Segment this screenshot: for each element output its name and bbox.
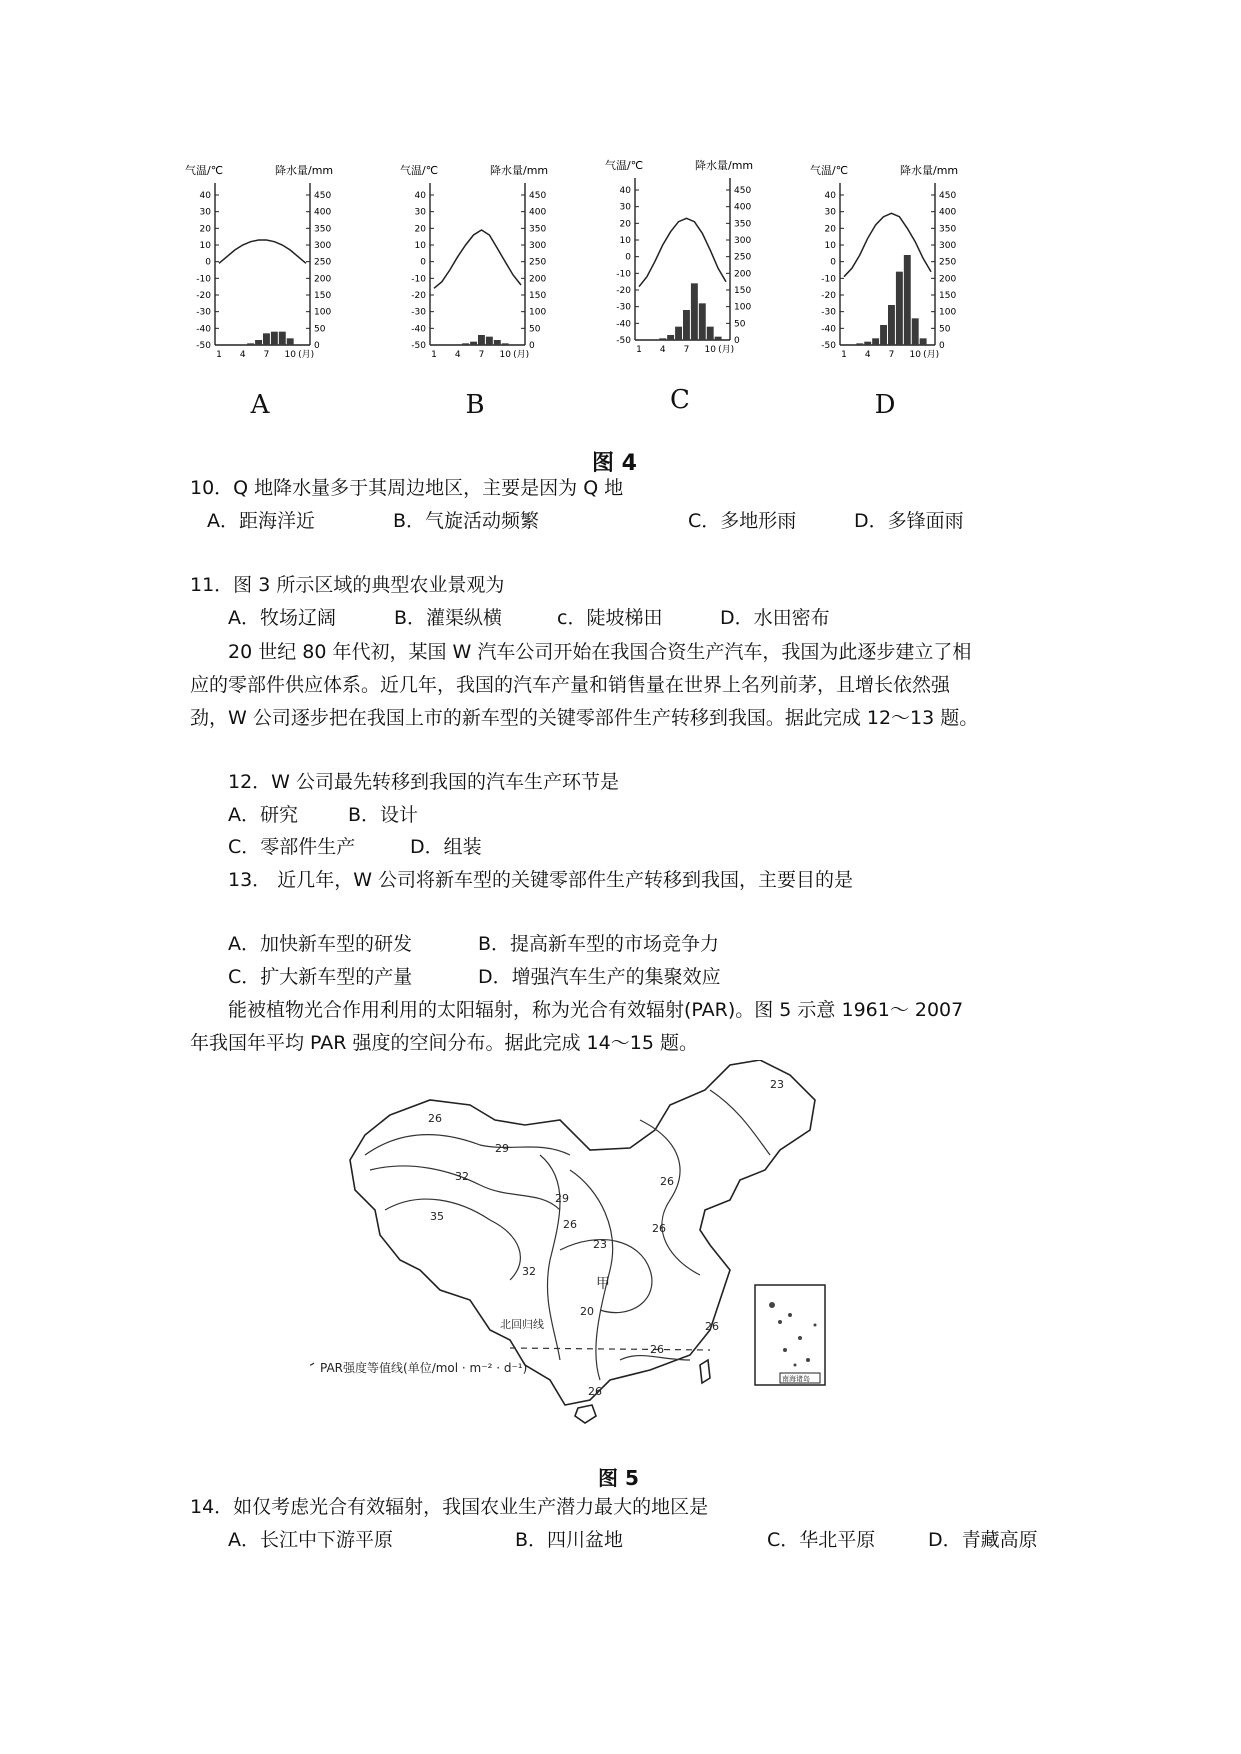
q10-option-d: D．多锋面雨 <box>854 510 964 532</box>
precip-tick-label: 300 <box>314 241 332 251</box>
q13-option-c: C．扩大新车型的产量 <box>228 966 413 988</box>
climate-chart-svg <box>810 160 1025 390</box>
passage1-line1: 20 世纪 80 年代初，某国 W 汽车公司开始在我国合资生产汽车，我国为此逐步建立了相 <box>228 641 972 663</box>
contour-label: 26 <box>652 1222 666 1235</box>
precip-bar <box>494 340 501 345</box>
precip-bar <box>872 338 879 345</box>
contour-line <box>385 1199 520 1280</box>
par-map-svg <box>310 1060 930 1445</box>
climate-chart-c <box>605 155 820 425</box>
temp-tick-label: 0 <box>830 257 836 268</box>
precip-tick-label: 400 <box>529 207 547 218</box>
temp-tick-label: -20 <box>616 286 631 296</box>
place-label-jia: 甲 <box>596 1276 610 1292</box>
passage2-line2: 年我国年平均 PAR 强度的空间分布。据此完成 14～15 题。 <box>190 1032 698 1054</box>
contour-label: 26 <box>660 1175 674 1188</box>
month-tick-label: 7 <box>683 345 690 355</box>
passage1-line3: 劲，W 公司逐步把在我国上市的新车型的关键零部件生产转移到我国。据此完成 12～13 题。 <box>190 707 979 729</box>
contour-label: 35 <box>430 1210 444 1223</box>
month-tick-label: 1 <box>636 345 642 355</box>
tropic-label: 北回归线 <box>500 1318 544 1331</box>
precip-tick-label: 450 <box>939 191 957 201</box>
temp-tick-label: 0 <box>420 257 426 268</box>
precip-bar <box>667 335 674 340</box>
precip-bar <box>864 342 871 345</box>
contour-label: 20 <box>580 1305 594 1318</box>
precip-bar <box>896 272 903 345</box>
precip-tick-label: 150 <box>314 291 332 301</box>
precip-bar <box>880 325 887 345</box>
q12-option-c: C．零部件生产 <box>228 836 356 858</box>
precip-tick-label: 100 <box>939 307 957 318</box>
contour-line <box>620 1356 690 1360</box>
temp-tick-label: -10 <box>411 274 426 285</box>
precip-tick-label: 50 <box>529 324 541 335</box>
precip-tick-label: 250 <box>734 252 752 263</box>
inset-islands <box>769 1302 817 1367</box>
precip-tick-label: 200 <box>939 274 957 285</box>
temp-tick-label: 40 <box>199 191 211 201</box>
month-tick-label: 10 <box>704 345 716 355</box>
temp-tick-label: 10 <box>619 236 631 246</box>
precip-bar <box>699 303 706 340</box>
temp-tick-label: 30 <box>199 207 211 218</box>
climate-chart-a <box>185 160 400 430</box>
precip-bar <box>486 337 493 345</box>
q11-option-d: D．水田密布 <box>720 607 830 629</box>
precip-axis-label: 降水量/mm <box>490 164 549 177</box>
precip-bar <box>904 255 911 345</box>
precip-tick-label: 400 <box>734 202 752 213</box>
precip-bar <box>470 342 477 345</box>
temp-tick-label: -30 <box>616 302 631 313</box>
q14-option-b: B．四川盆地 <box>515 1529 624 1551</box>
month-tick-label: 10 <box>909 350 921 360</box>
temp-tick-label: -20 <box>821 291 836 301</box>
climate-chart-b <box>400 160 615 430</box>
taiwan-outline <box>700 1360 710 1383</box>
precip-bar <box>279 332 286 345</box>
q14-option-d: D．青藏高原 <box>928 1529 1038 1551</box>
figure5-caption: 图 5 <box>598 1466 639 1490</box>
precip-bar <box>715 337 722 340</box>
temp-tick-label: -40 <box>821 324 836 335</box>
q10-stem: 10．Q 地降水量多于其周边地区，主要是因为 Q 地 <box>190 477 624 499</box>
temp-tick-label: 10 <box>414 241 426 251</box>
month-tick-label: 10 <box>499 350 511 360</box>
q11-option-c: c．陡坡梯田 <box>557 607 663 629</box>
precip-tick-label: 350 <box>529 224 547 235</box>
precip-tick-label: 200 <box>314 274 332 285</box>
month-tick-label: 1 <box>431 350 437 360</box>
temp-tick-label: 40 <box>824 191 836 201</box>
precip-bar <box>454 344 461 345</box>
temp-tick-label: 30 <box>619 202 631 213</box>
precip-tick-label: 0 <box>734 336 740 346</box>
contour-label: 23 <box>593 1238 607 1251</box>
temp-curve <box>434 230 521 288</box>
q10-option-c: C．多地形雨 <box>688 510 797 532</box>
q12-option-a: A．研究 <box>228 804 298 826</box>
precip-tick-label: 0 <box>529 341 535 351</box>
temp-tick-label: 30 <box>824 207 836 218</box>
precip-tick-label: 400 <box>939 207 957 218</box>
temp-tick-label: -30 <box>196 307 211 318</box>
precip-axis-label: 降水量/mm <box>275 164 334 177</box>
contour-label: 26 <box>705 1320 719 1333</box>
precip-tick-label: 350 <box>314 224 332 235</box>
precip-bar <box>691 283 698 340</box>
contour-label: 32 <box>455 1170 469 1183</box>
chart-letter: B <box>465 390 485 420</box>
temp-tick-label: 40 <box>414 191 426 201</box>
precip-axis-label: 降水量/mm <box>900 164 959 177</box>
precip-bar <box>271 332 278 345</box>
contour-label: 32 <box>522 1265 536 1278</box>
temp-tick-label: -10 <box>616 269 631 280</box>
temp-tick-label: 40 <box>619 186 631 196</box>
temp-tick-label: -30 <box>821 307 836 318</box>
contour-label: 29 <box>495 1142 509 1155</box>
precip-bar <box>888 305 895 345</box>
contour-label: 26 <box>588 1385 602 1398</box>
precip-tick-label: 0 <box>314 341 320 351</box>
temp-tick-label: 30 <box>414 207 426 218</box>
month-unit-label: (月) <box>513 350 530 360</box>
precip-tick-label: 350 <box>734 219 752 230</box>
contour-label: 26 <box>428 1112 442 1125</box>
precip-bar <box>707 327 714 340</box>
contour-label: 26 <box>563 1218 577 1231</box>
precip-bar <box>856 343 863 345</box>
climate-chart-d <box>810 160 1025 430</box>
chart-letter: D <box>874 390 896 420</box>
precip-bar <box>920 338 927 345</box>
hainan-outline <box>575 1405 596 1423</box>
precip-bar <box>478 335 485 345</box>
temp-tick-label: 20 <box>619 219 631 230</box>
chart-letter: A <box>250 390 270 420</box>
precip-bar <box>247 343 254 345</box>
q12-option-d: D．组装 <box>410 836 482 858</box>
q11-stem: 11．图 3 所示区域的典型农业景观为 <box>190 574 505 596</box>
temp-axis-label: 气温/℃ <box>185 164 224 177</box>
temp-tick-label: -10 <box>821 274 836 285</box>
precip-bar <box>462 343 469 345</box>
passage1-line2: 应的零部件供应体系。近几年，我国的汽车产量和销售量在世界上名列前茅，且增长依然强 <box>190 674 951 696</box>
month-tick-label: 1 <box>841 350 847 360</box>
temp-tick-label: 20 <box>824 224 836 235</box>
precip-tick-label: 50 <box>314 324 326 335</box>
temp-axis-label: 气温/℃ <box>605 159 644 172</box>
temp-tick-label: -30 <box>411 307 426 318</box>
temp-tick-label: 20 <box>199 224 211 235</box>
temp-tick-label: -20 <box>411 291 426 301</box>
chart-letter: C <box>670 385 690 415</box>
precip-tick-label: 200 <box>734 269 752 280</box>
legend-icon <box>310 1363 314 1367</box>
temp-tick-label: -50 <box>411 341 426 351</box>
passage2-line1: 能被植物光合作用利用的太阳辐射，称为光合有效辐射(PAR)。图 5 示意 1961～ 2007 <box>228 999 964 1021</box>
precip-tick-label: 100 <box>734 302 752 313</box>
month-tick-label: 4 <box>659 345 666 355</box>
precip-bar <box>263 333 270 345</box>
precip-bar <box>502 343 509 345</box>
contour-label: 23 <box>770 1078 784 1091</box>
temp-curve <box>844 213 931 276</box>
precip-bar <box>912 318 919 345</box>
q11-option-b: B．灌渠纵横 <box>394 607 503 629</box>
contour-line <box>710 1090 770 1155</box>
q14-option-c: C．华北平原 <box>767 1529 876 1551</box>
q14-stem: 14．如仅考虑光合有效辐射，我国农业生产潜力最大的地区是 <box>190 1496 709 1518</box>
climate-chart-svg <box>185 160 400 390</box>
temp-tick-label: 0 <box>625 252 631 263</box>
temp-tick-label: 10 <box>199 241 211 251</box>
precip-bar <box>659 338 666 340</box>
contour-label: 26 <box>650 1343 664 1356</box>
contour-label: 29 <box>555 1192 569 1205</box>
month-tick-label: 4 <box>864 350 871 360</box>
precip-tick-label: 300 <box>529 241 547 251</box>
tropic-line <box>510 1348 710 1350</box>
temp-tick-label: 20 <box>414 224 426 235</box>
precip-tick-label: 300 <box>939 241 957 251</box>
precip-tick-label: 100 <box>314 307 332 318</box>
figure4-caption: 图 4 <box>592 451 637 476</box>
precip-tick-label: 450 <box>314 191 332 201</box>
q10-option-b: B．气旋活动频繁 <box>393 510 540 532</box>
q13-stem: 13． 近几年，W 公司将新车型的关键零部件生产转移到我国，主要目的是 <box>228 869 854 891</box>
q13-option-d: D．增强汽车生产的集聚效应 <box>478 966 721 988</box>
climate-chart-svg <box>605 155 820 385</box>
precip-tick-label: 50 <box>939 324 951 335</box>
temp-tick-label: -20 <box>196 291 211 301</box>
month-tick-label: 4 <box>239 350 246 360</box>
month-tick-label: 7 <box>478 350 485 360</box>
precip-bar <box>287 338 294 345</box>
precip-bar <box>255 340 262 345</box>
map-legend: PAR强度等值线(单位/mol · m⁻² · d⁻¹) <box>320 1361 528 1375</box>
precip-tick-label: 100 <box>529 307 547 318</box>
q13-option-b: B．提高新车型的市场竞争力 <box>478 933 720 955</box>
climate-chart-svg <box>400 160 615 390</box>
contour-line <box>640 1120 700 1275</box>
precip-tick-label: 150 <box>529 291 547 301</box>
month-unit-label: (月) <box>923 350 940 360</box>
temp-tick-label: -10 <box>196 274 211 285</box>
q10-option-a: A．距海洋近 <box>207 510 315 532</box>
par-map <box>310 1060 930 1445</box>
precip-tick-label: 250 <box>939 257 957 268</box>
month-tick-label: 10 <box>284 350 296 360</box>
month-unit-label: (月) <box>718 345 735 355</box>
temp-tick-label: -50 <box>821 341 836 351</box>
precip-tick-label: 450 <box>734 186 752 196</box>
temp-tick-label: 10 <box>824 241 836 251</box>
temp-axis-label: 气温/℃ <box>810 164 849 177</box>
q11-option-a: A．牧场辽阔 <box>228 607 336 629</box>
precip-bar <box>683 310 690 340</box>
precip-tick-label: 400 <box>314 207 332 218</box>
temp-tick-label: -40 <box>411 324 426 335</box>
precip-tick-label: 300 <box>734 236 752 246</box>
q12-option-b: B．设计 <box>348 804 419 826</box>
q13-option-a: A．加快新车型的研发 <box>228 933 412 955</box>
precip-tick-label: 150 <box>939 291 957 301</box>
precip-tick-label: 350 <box>939 224 957 235</box>
q14-option-a: A．长江中下游平原 <box>228 1529 393 1551</box>
temp-tick-label: -50 <box>196 341 211 351</box>
month-tick-label: 7 <box>888 350 895 360</box>
temp-axis-label: 气温/℃ <box>400 164 439 177</box>
month-tick-label: 1 <box>216 350 222 360</box>
inset-label: 南海诸岛 <box>782 1375 810 1383</box>
inset-frame <box>755 1285 825 1385</box>
precip-tick-label: 250 <box>529 257 547 268</box>
precip-tick-label: 450 <box>529 191 547 201</box>
temp-tick-label: 0 <box>205 257 211 268</box>
temp-tick-label: -40 <box>616 319 631 330</box>
precip-tick-label: 250 <box>314 257 332 268</box>
temp-curve <box>639 218 726 286</box>
china-outline <box>350 1060 815 1405</box>
precip-tick-label: 150 <box>734 286 752 296</box>
temp-tick-label: -40 <box>196 324 211 335</box>
temp-tick-label: -50 <box>616 336 631 346</box>
temp-curve <box>219 240 306 263</box>
contour-line <box>365 1135 570 1155</box>
q12-stem: 12．W 公司最先转移到我国的汽车生产环节是 <box>228 771 620 793</box>
month-tick-label: 4 <box>454 350 461 360</box>
month-unit-label: (月) <box>298 350 315 360</box>
precip-bar <box>675 327 682 340</box>
precip-axis-label: 降水量/mm <box>695 159 754 172</box>
precip-tick-label: 50 <box>734 319 746 330</box>
month-tick-label: 7 <box>263 350 270 360</box>
precip-tick-label: 0 <box>939 341 945 351</box>
precip-tick-label: 200 <box>529 274 547 285</box>
